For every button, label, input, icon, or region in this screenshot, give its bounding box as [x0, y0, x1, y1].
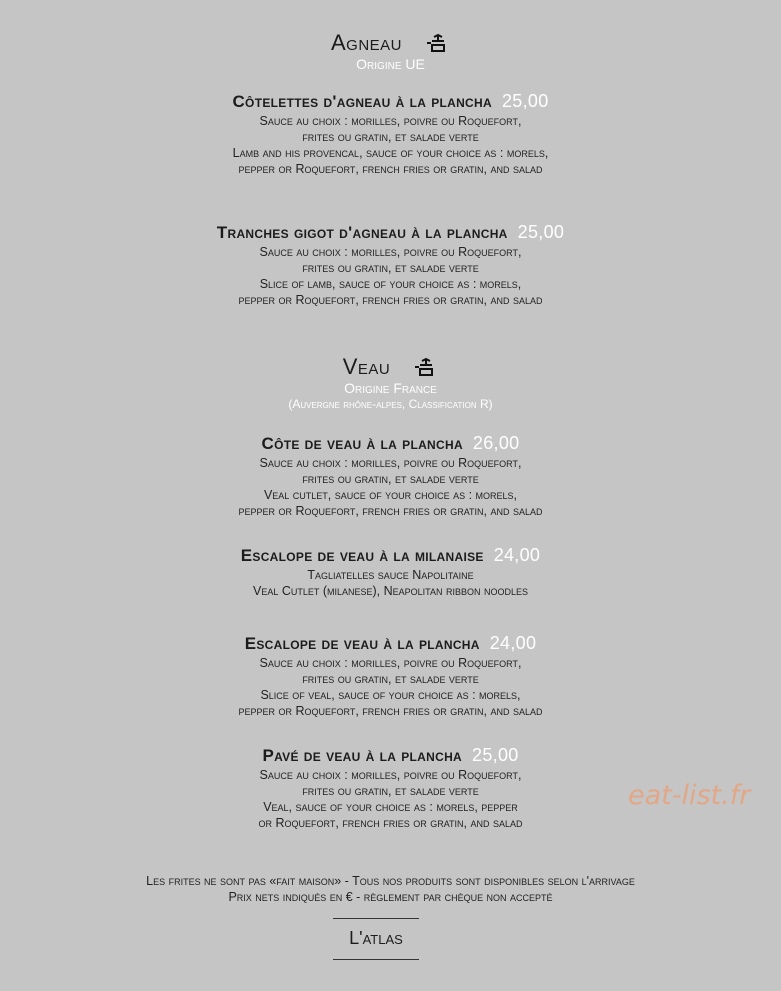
- section-origin: Origine France: [344, 380, 437, 396]
- menu-item-desc: Slice of lamb, sauce of your choice as : morels,: [259, 277, 522, 291]
- section-title-text: Veau: [342, 354, 391, 379]
- footer-line: Les frites ne sont pas «fait maison» - Tous nos produits sont disponibles selon l'arrivage: [146, 874, 635, 888]
- calf-icon: [412, 357, 438, 377]
- section-title-agneau: [331, 30, 450, 56]
- menu-item-desc: pepper or Roquefort, french fries or gratin, and salad: [238, 293, 543, 307]
- menu-item-name: Côtelettes d'agneau à la plancha: [232, 92, 492, 111]
- menu-item-desc: frites ou gratin, et salade verte: [302, 130, 479, 144]
- menu-item-price: 24,00: [489, 633, 537, 653]
- menu-item-price: 25,00: [501, 91, 549, 111]
- menu-item-header: [0, 632, 781, 655]
- menu-item-header: [0, 221, 781, 244]
- menu-item-desc: Sauce au choix : morilles, poivre ou Roquefort,: [259, 768, 522, 782]
- menu-item: [0, 432, 781, 519]
- menu-item: [0, 221, 781, 308]
- menu-item-desc: Veal cutlet, sauce of your choice as : morels,: [263, 488, 518, 502]
- section-agneau: [0, 30, 781, 72]
- menu-item-desc: frites ou gratin, et salade verte: [302, 784, 479, 798]
- menu-item-header: [0, 544, 781, 567]
- menu-item-price: 24,00: [493, 545, 541, 565]
- menu-item-header: [0, 90, 781, 113]
- section-title-veau: [343, 354, 439, 380]
- menu-item-desc: Veal Cutlet (milanese), Neapolitan ribbon noodles: [253, 584, 528, 598]
- menu-item-desc: frites ou gratin, et salade verte: [302, 472, 479, 486]
- section-title-text: Agneau: [330, 30, 403, 55]
- menu-item-desc: frites ou gratin, et salade verte: [302, 261, 479, 275]
- watermark: eat-list.fr: [628, 780, 751, 811]
- menu-item-desc: Veal, sauce of your choice as : morels, pepper: [263, 800, 518, 814]
- menu-item-desc: Sauce au choix : morilles, poivre ou Roquefort,: [259, 245, 522, 259]
- menu-item-desc: Sauce au choix : morilles, poivre ou Roquefort,: [259, 456, 522, 470]
- menu-item-desc: pepper or Roquefort, french fries or gratin, and salad: [238, 162, 543, 176]
- restaurant-name: L'atlas: [333, 918, 419, 960]
- section-origin: Origine UE: [356, 56, 425, 72]
- menu-item-name: Pavé de veau à la plancha: [262, 746, 463, 765]
- menu-item-desc: frites ou gratin, et salade verte: [302, 672, 479, 686]
- section-veau: [0, 354, 781, 412]
- menu-item-header: [0, 432, 781, 455]
- menu-item-name: Tranches gigot d'agneau à la plancha: [216, 223, 508, 242]
- menu-item-name: Escalope de veau à la plancha: [244, 634, 480, 653]
- menu-item-desc: Sauce au choix : morilles, poivre ou Roquefort,: [259, 114, 522, 128]
- menu-item-price: 25,00: [517, 222, 565, 242]
- menu-item: [0, 544, 781, 599]
- section-origin-detail: (Auvergne rhône-alpes, Classification R): [288, 397, 493, 411]
- menu-item-name: Côte de veau à la plancha: [261, 434, 463, 453]
- menu-item-price: 25,00: [472, 745, 519, 765]
- menu-item-desc: or Roquefort, french fries or gratin, and salad: [258, 816, 523, 830]
- menu-item: [0, 90, 781, 177]
- menu-item-desc: Lamb and his provencal, sauce of your choice as : morels,: [232, 146, 549, 160]
- footer-line: Prix nets indiqués en € - règlement par chèque non accepté: [228, 890, 553, 904]
- menu-item-desc: Slice of veal, sauce of your choice as : morels,: [260, 688, 521, 702]
- footer-notes: [0, 873, 781, 905]
- menu-item-price: 26,00: [472, 433, 520, 453]
- menu-item-desc: pepper or Roquefort, french fries or gratin, and salad: [238, 504, 543, 518]
- menu-item-desc: Tagliatelles sauce Napolitaine: [307, 568, 474, 582]
- menu-item: [0, 632, 781, 719]
- menu-item-desc: Sauce au choix : morilles, poivre ou Roquefort,: [259, 656, 522, 670]
- menu-item-header: [0, 744, 781, 767]
- sheep-icon: [424, 33, 450, 53]
- menu-item-name: Escalope de veau à la milanaise: [240, 546, 484, 565]
- menu-item-desc: pepper or Roquefort, french fries or gratin, and salad: [238, 704, 543, 718]
